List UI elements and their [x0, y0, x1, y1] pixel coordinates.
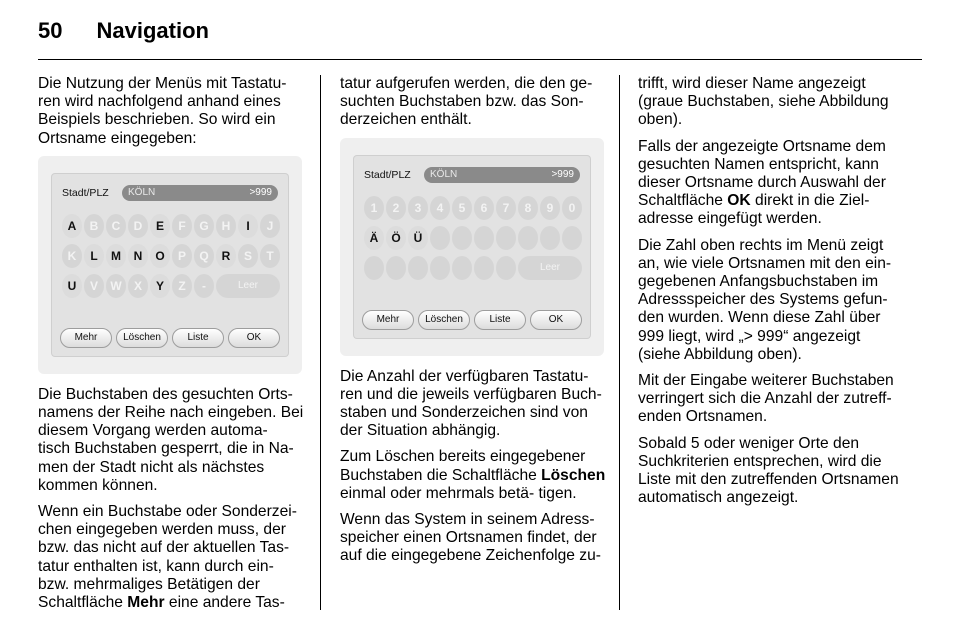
keyboard-key: G	[194, 214, 214, 238]
paragraph: Die Nutzung der Menüs mit Tastatu- ren wird nachfolgend anhand eines Beispiels beschrieben. So wird ein Ortsname eingegeben:	[38, 75, 287, 147]
keyboard-key: J	[260, 214, 280, 238]
paragraph	[638, 138, 904, 229]
keyboard-key: Q	[194, 244, 214, 268]
keyboard-key: 9	[540, 196, 560, 220]
paragraph: tatur aufgerufen werden, die den ge- suchten Buchstaben bzw. das Son- derzeichen enthält.	[340, 75, 593, 129]
keyboard-screen	[354, 156, 590, 338]
keyboard-key	[430, 256, 450, 280]
keyboard-figure-letters	[38, 156, 302, 374]
keyboard-key: 2	[386, 196, 406, 220]
keyboard-key: L	[84, 244, 104, 268]
keyboard-key	[386, 256, 406, 280]
bold-term: Löschen	[541, 466, 606, 484]
keyboard-button-liste: Liste	[474, 310, 526, 330]
text: Falls der angezeigte Ortsname dem gesuchten Namen entspricht, kann dieser Ortsname durch Auswahl der Schaltfläche	[638, 137, 886, 210]
text: einmal oder mehrmals betä- tigen.	[340, 484, 577, 502]
paragraph: Sobald 5 oder weniger Orte den Suchkriterien entsprechen, wird die Liste mit den zutreffenden Ortsnamen automatisch angezeigt.	[638, 434, 899, 507]
column-divider	[320, 75, 321, 610]
page-title: Navigation	[96, 18, 209, 43]
keyboard-key	[518, 226, 538, 250]
space-key: Leer	[216, 274, 280, 298]
column-divider	[619, 75, 620, 610]
city-input	[424, 167, 580, 183]
keyboard-key: Z	[172, 274, 192, 298]
keyboard-key	[474, 256, 494, 280]
button-row	[362, 310, 582, 330]
keyboard-key: T	[260, 244, 280, 268]
paragraph	[340, 448, 606, 503]
keyboard-button-ok: OK	[530, 310, 582, 330]
keyboard-key	[496, 256, 516, 280]
field-label: Stadt/PLZ	[364, 168, 411, 181]
keyboard-key	[474, 226, 494, 250]
paragraph: Die Zahl oben rechts im Menü zeigt an, wie viele Ortsnamen mit den ein- gegebenen Anfangsbuchstaben im Adressspeicher des Systems gefun- den wurden. Wenn diese Zahl über 999 liegt, wird „> 999“ angezeigt (siehe Abbildung oben).	[638, 236, 892, 363]
paragraph: Die Anzahl der verfügbaren Tastatu- ren und die jeweils verfügbaren Buch- staben und Sonderzeichen sind von der Situation abhängig.	[340, 367, 602, 440]
bold-term: Mehr	[127, 594, 165, 612]
field-label: Stadt/PLZ	[62, 186, 109, 199]
keyboard-key: H	[216, 214, 236, 238]
text: eine andere Tas-	[164, 594, 285, 612]
paragraph: trifft, wird dieser Name angezeigt (graue Buchstaben, siehe Abbildung oben).	[638, 75, 889, 129]
keyboard-key	[540, 226, 560, 250]
keyboard-key: Y	[150, 274, 170, 298]
keyboard-key: S	[238, 244, 258, 268]
bold-term: OK	[727, 192, 751, 210]
match-count: >999	[249, 186, 272, 198]
paragraph: Die Buchstaben des gesuchten Orts- namens der Reihe nach eingeben. Bei diesem Vorgang werden automa- tisch Buchstaben gesperrt, die in Na- men der Stadt nicht als nächstes kommen können.	[38, 385, 304, 494]
column-1	[38, 75, 304, 620]
keyboard-key: X	[128, 274, 148, 298]
keyboard-key: K	[62, 244, 82, 268]
keyboard-figure-specials	[340, 138, 604, 356]
keyboard-button-l-schen: Löschen	[418, 310, 470, 330]
keyboard-key	[430, 226, 450, 250]
keyboard-button-l-schen: Löschen	[116, 328, 168, 348]
keyboard-button-ok: OK	[228, 328, 280, 348]
city-input-value: KÖLN	[128, 186, 156, 198]
keyboard-key: E	[150, 214, 170, 238]
keyboard-key: N	[128, 244, 148, 268]
keyboard-key: M	[106, 244, 126, 268]
keyboard-key: O	[150, 244, 170, 268]
keyboard-key: B	[84, 214, 104, 238]
input-bar	[364, 166, 580, 184]
keyboard-key: Ö	[386, 226, 406, 250]
keyboard-key: D	[128, 214, 148, 238]
keyboard-button-mehr: Mehr	[60, 328, 112, 348]
keyboard-key: W	[106, 274, 126, 298]
keyboard-key	[562, 226, 582, 250]
text: Zum Löschen bereits eingegebener Buchstaben die Schaltfläche	[340, 448, 586, 484]
keyboard-key: 3	[408, 196, 428, 220]
keyboard-button-mehr: Mehr	[362, 310, 414, 330]
keyboard-key	[496, 226, 516, 250]
city-input-value: KÖLN	[430, 168, 458, 180]
keyboard-key: V	[84, 274, 104, 298]
page-number: 50	[38, 18, 63, 43]
keyboard-key: Ä	[364, 226, 384, 250]
column-3	[638, 75, 904, 515]
header-rule	[38, 59, 922, 60]
keyboard-key: 6	[474, 196, 494, 220]
keyboard-key	[408, 256, 428, 280]
paragraph: Mit der Eingabe weiterer Buchstaben verringert sich die Anzahl der zutreff- enden Ortsnamen.	[638, 372, 894, 426]
keyboard-key: 0	[562, 196, 582, 220]
paragraph: Wenn das System in seinem Adress- speicher einen Ortsnamen findet, der auf die eingegebene Zeichenfolge zu-	[340, 511, 601, 565]
page-header	[38, 18, 209, 48]
text: Wenn ein Buchstabe oder Sonderzei- chen eingegeben werden muss, der bzw. das nicht auf der aktuellen Tas- tatur enthalten ist, kann durch ein- bzw. mehrmaliges Betätigen der Schaltfläche	[38, 503, 297, 612]
keyboard-key: P	[172, 244, 192, 268]
keyboard-key: 8	[518, 196, 538, 220]
button-row	[60, 328, 280, 348]
keyboard-key: Ü	[408, 226, 428, 250]
text: direkt in die Ziel- adresse eingefügt werden.	[638, 192, 870, 228]
keyboard-key: C	[106, 214, 126, 238]
keyboard-key: 4	[430, 196, 450, 220]
keyboard-key	[364, 256, 384, 280]
keyboard-screen	[52, 174, 288, 356]
input-bar	[62, 184, 278, 202]
keyboard-key: 5	[452, 196, 472, 220]
keyboard-key: R	[216, 244, 236, 268]
column-2	[340, 75, 606, 574]
key-grid	[62, 214, 280, 298]
keyboard-key	[452, 256, 472, 280]
keyboard-key: F	[172, 214, 192, 238]
keyboard-key: 7	[496, 196, 516, 220]
keyboard-key: -	[194, 274, 214, 298]
space-key: Leer	[518, 256, 582, 280]
match-count: >999	[551, 168, 574, 180]
key-grid	[364, 196, 582, 280]
keyboard-key	[452, 226, 472, 250]
city-input	[122, 185, 278, 201]
keyboard-key: U	[62, 274, 82, 298]
keyboard-button-liste: Liste	[172, 328, 224, 348]
keyboard-key: I	[238, 214, 258, 238]
keyboard-key: A	[62, 214, 82, 238]
keyboard-key: 1	[364, 196, 384, 220]
paragraph	[38, 503, 304, 612]
